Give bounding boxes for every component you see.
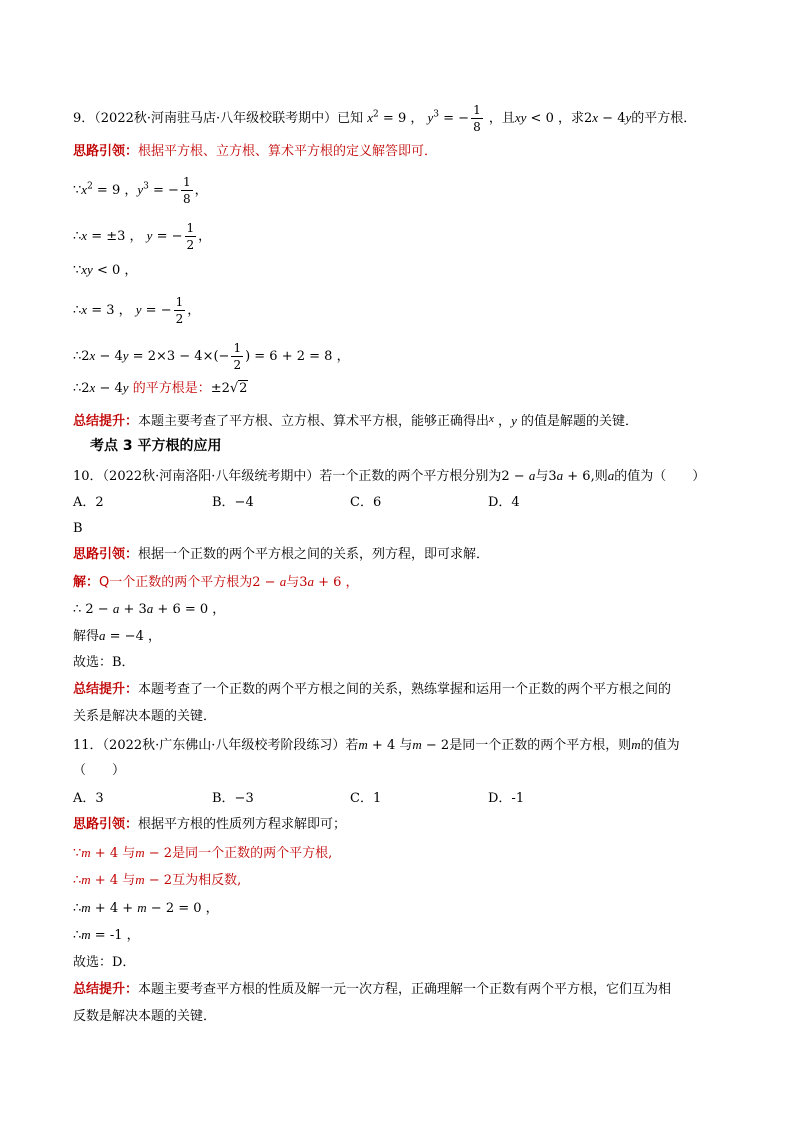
q11-summary-line1: 总结提升：本题主要考查平方根的性质及解一元一次方程，正确理解一个正数有两个平方根，它们互为相 [73,982,672,997]
summary-label: 总结提升： [73,414,139,429]
q10-hint: 思路引领：根据一个正数的两个平方根之间的关系，列方程，即可求解． [73,547,490,562]
q10-answer: B [73,521,83,536]
q9-hint: 思路引领：根据平方根、立方根、算术平方根的定义解答即可． [73,144,438,159]
q10-option-b[interactable]: B．−4 [212,495,254,510]
q10-choice: 故选：B． [73,655,135,670]
q10-option-c[interactable]: C．6 [350,495,382,510]
q10-option-d[interactable]: D．4 [488,495,520,510]
q9-step3: ∵xy < 0 ， [73,262,138,278]
q9-step5: ∴2x − 4y = 2×3 − 4×(− $\frac{1}{2}$ ) = 6 + 2 = 8 ， [73,341,350,372]
q11-stem: 11．（2022秋·广东佛山·八年级校考阶段练习）若m + 4 与m − 2是同一个正数的两个平方根，则m的值为 [73,737,680,753]
q11-option-d[interactable]: D．-1 [488,791,525,806]
q9-summary: 总结提升：本题主要考查了平方根、立方根、算术平方根，能够正确得出$^x$ ，y 的值是解题的关键． [73,413,638,429]
q10-step1: ∴ 2 − a + 3a + 6 = 0 ， [73,601,226,617]
q11-step4: ∴m = -1 ， [73,927,140,943]
q11-option-c[interactable]: C．1 [350,791,382,806]
q9-stem: 9．（2022秋·河南驻马店·八年级校联考期中）已知 $x^2 = 9$ ， $y^3$ = − $\frac{1}{8}$ ，且xy < 0 ，求2x − 4y的平方根． [73,103,697,134]
q9-step4: ∴x = 3 ， y = − $\frac{1}{2}$ ， [73,295,201,326]
q10-step2: 解得a = −4 ， [73,628,161,644]
q10-summary-line2: 关系是解决本题的关键． [73,709,217,724]
q9-step2: ∴x = ±3 ， y = − $\frac{1}{2}$ ， [73,221,212,252]
q11-step2: ∴m + 4 与m − 2互为相反数, [73,872,242,888]
q11-option-b[interactable]: B．−3 [212,791,254,806]
q11-step3: ∴m + 4 + m − 2 = 0 ， [73,900,219,916]
hint-label: 思路引领： [73,144,139,159]
q10-summary-line1: 总结提升：本题考查了一个正数的两个平方根之间的关系，熟练掌握和运用一个正数的两个平方根之间的 [73,682,672,697]
q11-summary-line2: 反数是解决本题的关键． [73,1009,217,1024]
q10-stem: 10．（2022秋·河南洛阳·八年级统考期中）若一个正数的两个平方根分别为2 − a与3a + 6,则a的值为（ ） [73,468,706,484]
q11-choice: 故选：D． [73,955,136,970]
q9-step1: $\because x^2 = 9$ ，$y^3$ = − $\frac{1}{8}$ ， [73,175,208,206]
q9-stem-text: 9．（2022秋·河南驻马店·八年级校联考期中）已知 [73,111,364,126]
q11-step1: ∵m + 4 与m − 2是同一个正数的两个平方根, [73,845,333,861]
q11-option-a[interactable]: A．3 [73,791,104,806]
q9-fraction: $\frac{1}{8}$ [473,103,481,134]
section-heading: 考点 3 平方根的应用 [90,438,222,454]
q11-stem-line2: （ ） [73,763,126,778]
q9-step6: ∴2x − 4y 的平方根是：±2√2 [73,380,248,396]
q11-hint: 思路引领：根据平方根的性质列方程求解即可； [73,817,347,832]
q10-option-a[interactable]: A．2 [73,495,104,510]
q10-solution: 解：Q一个正数的两个平方根为2 − a与3a + 6 ， [73,574,359,590]
